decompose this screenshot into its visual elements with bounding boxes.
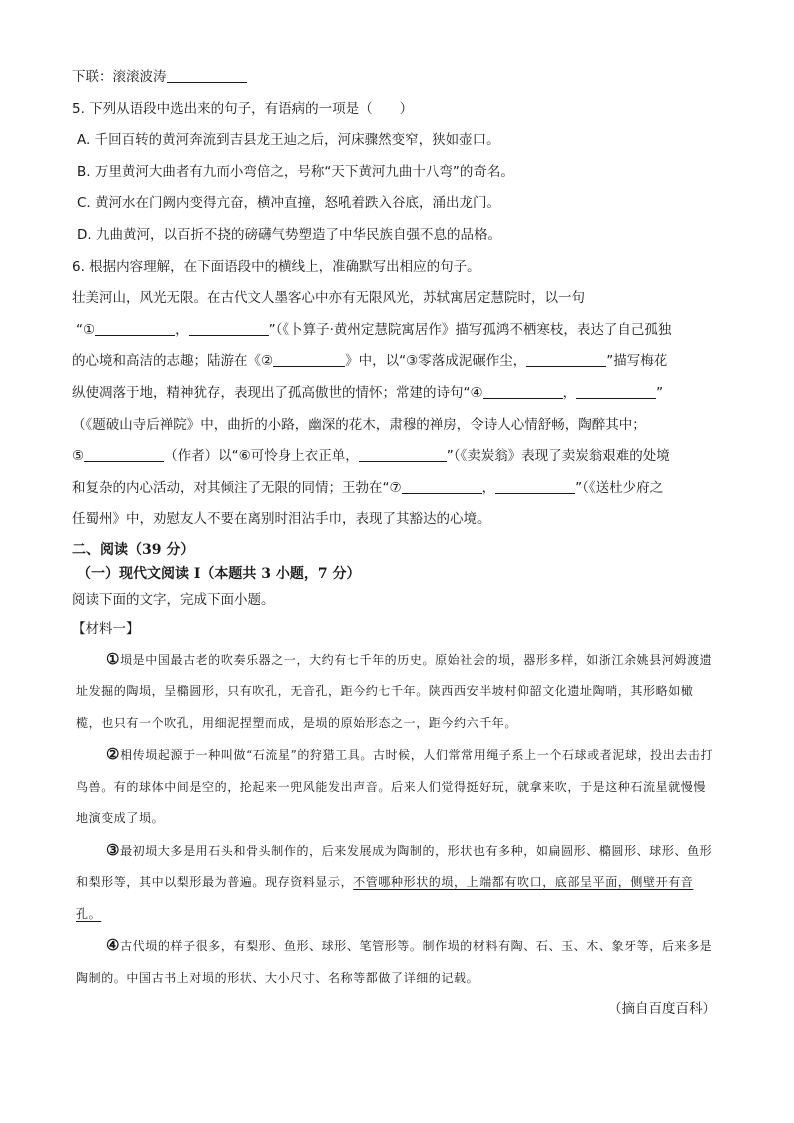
blank-7a <box>402 479 482 494</box>
blank-7b <box>495 479 575 494</box>
question-6: 6. 根据内容理解，在下面语段中的横线上，准确默写出相应的句子。 <box>72 258 481 275</box>
q6-text: ⑤ <box>72 448 85 465</box>
q6-line-1: 壮美河山，风光无限。在古代文人墨客心中亦有无限风光，苏轼寓居定慧院时，以一句 <box>72 290 585 307</box>
couplet-xialian <box>72 62 722 94</box>
q6-line-8: 任蜀州》中，劝慰友人不要在离别时泪沾手巾，表现了其豁达的心境。 <box>72 511 491 528</box>
material-1-body <box>72 644 716 995</box>
material-paragraph-2 <box>76 739 716 835</box>
option-c: C. 黄河水在门阙内变得亢奋，横冲直撞，怒吼着跌入谷底，涌出龙门。 <box>77 195 501 212</box>
q6-line-2 <box>72 315 722 347</box>
paragraph-text: 埙是中国最古老的吹奏乐器之一，大约有七千年的历史。原始社会的埙，器形多样，如浙江余姚县河姆渡遗址发掘的陶埙，呈橢圆形，只有吹孔，无音孔，距今约七千年。陕西西安半坡村仰韶文化遗址陶哨，其形略如橄榄，也只有一个吹孔，用细泥捏塑而成，是埙的原始形态之一，距今约六千年。 <box>76 652 713 730</box>
source-citation: （摘自百度百科） <box>608 1001 716 1018</box>
q6-text: 的心境和高洁的志趣；陆游在《② <box>72 353 274 370</box>
reading-instruction: 阅读下面的文字，完成下面小题。 <box>72 591 275 608</box>
paragraph-number: ④ <box>106 936 121 955</box>
q6-text: “① <box>76 321 96 338</box>
paragraph-text: 相传埙起源于一种叫做“石流星”的狩猎工具。古时候，人们常常用绳子系上一个石球或者泥球，投出去击打鸟兽。有的球体中间是空的，抡起来一兜风能发出声音。后来人们觉得挺好玩，就拿来吹，于是这种石流星就慢慢地演变成了埙。 <box>76 748 714 826</box>
q6-text: ”描写梅花 <box>606 353 668 370</box>
paragraph-number: ③ <box>106 840 121 859</box>
material-label: 【材料一】 <box>72 620 140 637</box>
q6-line-5: （《题破山寺后禅院》中，曲折的小路，幽深的花木，肃穆的禅房，令诗人心情舒畅，陶醉其中； <box>72 416 646 433</box>
material-paragraph-1 <box>76 644 716 740</box>
blank-1a <box>95 321 175 336</box>
q6-text: ”（《卖炭翁》表现了卖炭翁艰难的处境 <box>446 448 670 465</box>
q6-line-6 <box>72 441 722 473</box>
blank-4a <box>483 384 563 399</box>
section-heading: 二、阅读（39 分） <box>72 541 195 558</box>
paragraph-text: 古代埙的样子很多，有梨形、鱼形、球形、笔管形等。制作埙的材料有陶、石、玉、木、象牙等，后来多是陶制的。中国古书上对埙的形状、大小尺寸、名称等都做了详细的记载。 <box>76 939 713 985</box>
q6-text: ， <box>481 479 496 496</box>
subsection-heading: （一）现代文阅读 I（本题共 3 小题，7 分） <box>77 565 361 582</box>
q6-text: ”（《卜算子·黄州定慧院寓居作》描写孤鸿不栖寒枝，表达了自己孤独 <box>268 321 672 338</box>
option-d: D. 九曲黄河，以百折不挠的磅礴气势塑造了中华民族自强不息的品格。 <box>77 226 501 243</box>
q6-text: ” <box>656 384 664 401</box>
paragraph-text: 最初埙大多是用石头和骨头制作的，后来发展成为陶制的，形状也有多种，如扁圆形、橢圆形、球形、鱼形和梨形等，其中以梨形最为普遍。现存资料显示， <box>76 843 713 890</box>
blank-3 <box>526 352 606 367</box>
q6-text: ， <box>175 321 189 338</box>
q6-text: （作者）以“⑥可怜身上衣正单， <box>164 448 359 465</box>
blank-1b <box>189 321 269 336</box>
blank-2 <box>273 352 345 367</box>
q6-text: 和复杂的内心活动，对其倾注了无限的同情；王勃在“⑦ <box>72 479 402 496</box>
xialian-text: 下联：滚滚波涛 <box>72 69 167 85</box>
material-paragraph-4 <box>76 930 716 994</box>
paragraph-number: ① <box>106 649 121 668</box>
q6-text: 》中，以“③零落成泥碾作尘， <box>345 353 527 370</box>
blank-4b <box>576 384 656 399</box>
blank-6 <box>359 447 447 462</box>
page-content <box>72 62 722 1024</box>
paragraph-number: ② <box>106 745 121 764</box>
q6-line-4 <box>72 378 722 410</box>
option-b: B. 万里黄河大曲者有九而小弯倍之，号称“天下黄河九曲十八弯”的奇名。 <box>77 163 514 180</box>
q6-text: 纵使凋落于地，精神犹存，表现出了孤高傲世的情怀；常建的诗句“④ <box>72 384 483 401</box>
option-a: A. 千回百转的黄河奔流到吉县龙王辿之后，河床骤然变窄，狭如壶口。 <box>77 132 500 149</box>
answer-blank <box>167 68 247 83</box>
underlined-sentence: 不管哪种形状的埙，上端都有吹口，底部呈平面，侧壁开有音孔。 <box>76 875 694 921</box>
question-5: 5. 下列从语段中选出来的句子，有语病的一项是（ ） <box>72 100 414 117</box>
q6-text: ”（《送杜少府之 <box>575 479 664 496</box>
q6-line-7 <box>72 473 722 505</box>
blank-5 <box>84 447 164 462</box>
q6-text: ， <box>562 384 577 401</box>
q6-line-3 <box>72 346 722 378</box>
material-paragraph-3 <box>76 835 716 931</box>
